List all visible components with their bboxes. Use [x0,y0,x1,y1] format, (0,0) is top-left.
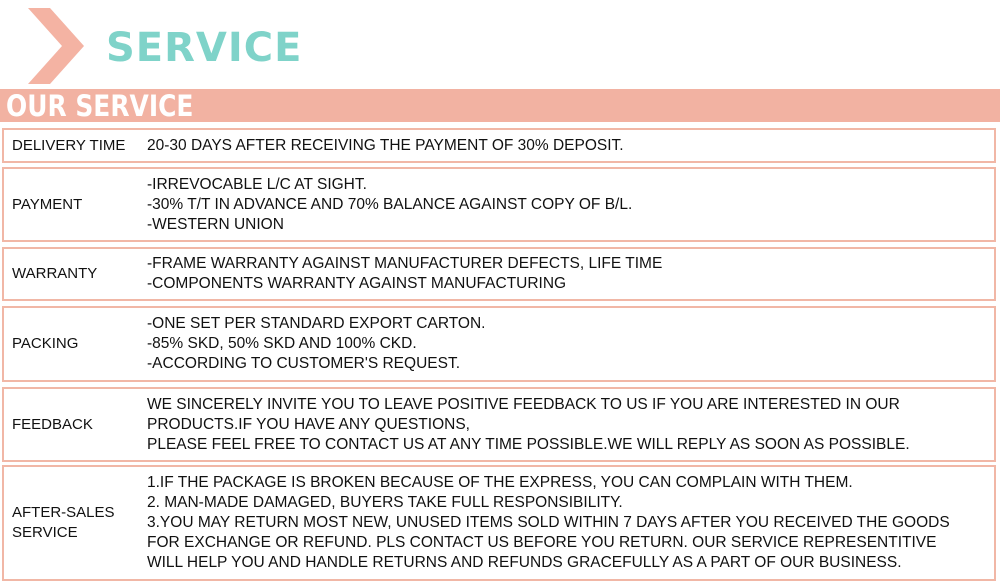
content-line: FOR EXCHANGE OR REFUND. PLS CONTACT US BEFORE YOU RETURN. OUR SERVICE REPRESENTITIVE [147,534,937,551]
content-line: -ACCORDING TO CUSTOMER'S REQUEST. [147,355,460,372]
section-label [12,467,115,579]
section-label: PACKING [12,335,79,352]
content-line: -85% SKD, 50% SKD AND 100% CKD. [147,335,417,352]
section-label: FEEDBACK [12,415,93,433]
page-header [0,0,1000,88]
content-line: 1.IF THE PACKAGE IS BROKEN BECAUSE OF THE EXPRESS, YOU CAN COMPLAIN WITH THEM. [147,474,853,491]
content-line: -ONE SET PER STANDARD EXPORT CARTON. [147,315,486,332]
section-label-line: SERVICE [12,524,78,541]
section-content [147,467,993,579]
content-line: -WESTERN UNION [147,215,284,233]
section-label: DELIVERY TIME [12,136,126,154]
section-label: PAYMENT [12,195,83,213]
content-line: -COMPONENTS WARRANTY AGAINST MANUFACTURING [147,275,567,292]
content-line: -FRAME WARRANTY AGAINST MANUFACTURER DEFECTS, LIFE TIME [147,255,663,272]
content-line: 2. MAN-MADE DAMAGED, BUYERS TAKE FULL RESPONSIBILITY. [147,494,623,511]
content-line: -IRREVOCABLE L/C AT SIGHT. [147,175,367,193]
section-banner [0,89,1000,122]
chevron-right-icon [28,8,84,84]
section-delivery-time [2,128,996,163]
section-label-line: AFTER-SALES [12,504,115,521]
section-after-sales-service [2,465,996,581]
section-content [147,389,993,460]
page-title: SERVICE [106,25,303,71]
content-line: 20-30 DAYS AFTER RECEIVING THE PAYMENT OF 30% DEPOSIT. [147,136,624,154]
section-payment [2,167,996,242]
section-label: WARRANTY [12,265,98,282]
content-line: PRODUCTS.IF YOU HAVE ANY QUESTIONS, [147,415,470,433]
content-line: WILL HELP YOU AND HANDLE RETURNS AND REFUNDS GRACEFULLY AS A PART OF OUR BUSINESS. [147,554,902,571]
content-line: 3.YOU MAY RETURN MOST NEW, UNUSED ITEMS SOLD WITHIN 7 DAYS AFTER YOU RECEIVED THE GOODS [147,514,950,531]
section-packing [2,306,996,382]
section-feedback [2,387,996,462]
content-line: WE SINCERELY INVITE YOU TO LEAVE POSITIVE FEEDBACK TO US IF YOU ARE INTERESTED IN OUR [147,395,900,413]
section-content [147,308,993,380]
banner-title: OUR SERVICE [6,89,194,123]
content-line: -30% T/T IN ADVANCE AND 70% BALANCE AGAINST COPY OF B/L. [147,195,633,213]
content-line: PLEASE FEEL FREE TO CONTACT US AT ANY TIME POSSIBLE.WE WILL REPLY AS SOON AS POSSIBLE. [147,435,910,453]
section-content [147,169,993,240]
section-warranty [2,247,996,301]
section-content [147,130,993,161]
section-content [147,249,993,299]
